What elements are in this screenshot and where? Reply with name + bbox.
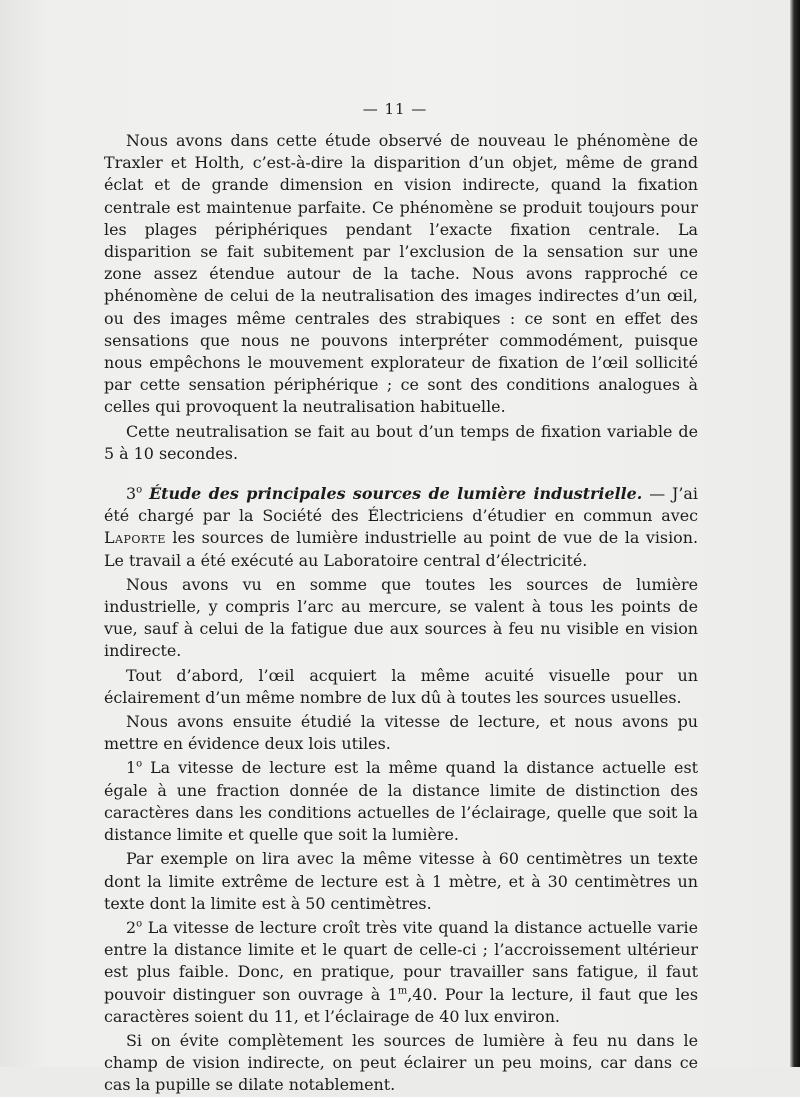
law-1-suffix: o	[136, 759, 143, 771]
paragraph: Nous avons ensuite étudié la vitesse de lecture, et nous avons pu mettre en évidence deux lois utiles.	[104, 712, 698, 754]
law-2-text-after: ,40. Pour la lecture, il faut que les caractères soient du 11, et l’éclairage de 40 lux environ.	[104, 984, 698, 1026]
collaborator-name: Laporte	[104, 528, 166, 548]
law-1-text: La vitesse de lecture est la même quand la distance actuelle est égale à une fraction donnée de la distance limite de distinction des caractères dans les conditions actuelles de l’éclairage, quelle que soit la distance limite et quelle que soit la lumière.	[104, 758, 698, 845]
unit-superscript: m	[397, 985, 408, 997]
section-intro-after: les sources de lumière industrielle au point de vue de la vision. Le travail a été exécuté au Laboratoire central d’électricité.	[104, 528, 698, 570]
body-text	[104, 130, 698, 1097]
law-2-paragraph	[104, 917, 698, 1028]
section-heading: Étude des principales sources de lumière industrielle.	[149, 484, 643, 504]
section-number-suffix: o	[136, 484, 143, 496]
paragraph: Nous avons dans cette étude observé de nouveau le phénomène de Traxler et Holth, c’est-à-dire la disparition d’un objet, même de grand éclat et de grande dimension en vision indirecte, quand la fixation centrale est maintenue parfaite. Ce phénomène se produit toujours pour les plages périphériques pendant l’exacte fixation centrale. La disparition se fait subitement par l’exclusion de la sensation sur une zone assez étendue autour de la tache. Nous avons rapproché ce phénomène de celui de la neutralisation des images indirectes d’un œil, ou des images même centrales des strabiques : ce sont en effet des sensations que nous ne pouvons interpréter commodément, puisque nous empêchons le mouvement explorateur de fixation de l’œil sollicité par cette sensation périphérique ; ce sont des conditions analogues à celles qui provoquent la neutralisation habituelle.	[104, 131, 698, 417]
page-number: — 11 —	[362, 100, 428, 118]
example-paragraph: Par exemple on lira avec la même vitesse à 60 centimètres un texte dont la limite extrême de lecture est à 1 mètre, et à 30 centimètres un texte dont la limite est à 50 centimètres.	[104, 849, 698, 913]
law-1-paragraph	[104, 757, 698, 846]
paragraph: Tout d’abord, l’œil acquiert la même acuité visuelle pour un éclairement d’un même nombre de lux dû à toutes les sources usuelles.	[104, 665, 698, 707]
law-2-suffix: o	[136, 918, 143, 930]
law-2-text-before: La vitesse de lecture croît très vite quand la distance actuelle varie entre la distance limite et le quart de celle-ci ; l’accroissement ultérieur est plus faible. Donc, en pratique, pour travailler sans fatigue, il faut pouvoir distinguer son ouvrage à 1	[104, 917, 698, 1004]
paragraph: Nous avons vu en somme que toutes les sources de lumière industrielle, y compris l’arc au mercure, se valent à tous les points de vue, sauf à celui de la fatigue due aux sources à feu nu visible en vision indirecte.	[104, 574, 698, 661]
law-1-number: 1	[126, 758, 137, 778]
paragraph: Cette neutralisation se fait au bout d’un temps de fixation variable de 5 à 10 secondes.	[104, 421, 698, 463]
section-number: 3	[126, 484, 137, 504]
law-2-number: 2	[126, 917, 137, 937]
closing-paragraph: Si on évite complètement les sources de lumière à feu nu dans le champ de vision indirecte, on peut éclairer un peu moins, car dans ce cas la pupille se dilate notablement.	[104, 1030, 698, 1095]
section-3-paragraph	[104, 483, 698, 572]
page-edge-shadow	[790, 0, 800, 1067]
section-intro-before: — J’ai été chargé par la Société des Électriciens d’étudier en commun avec	[104, 484, 698, 526]
